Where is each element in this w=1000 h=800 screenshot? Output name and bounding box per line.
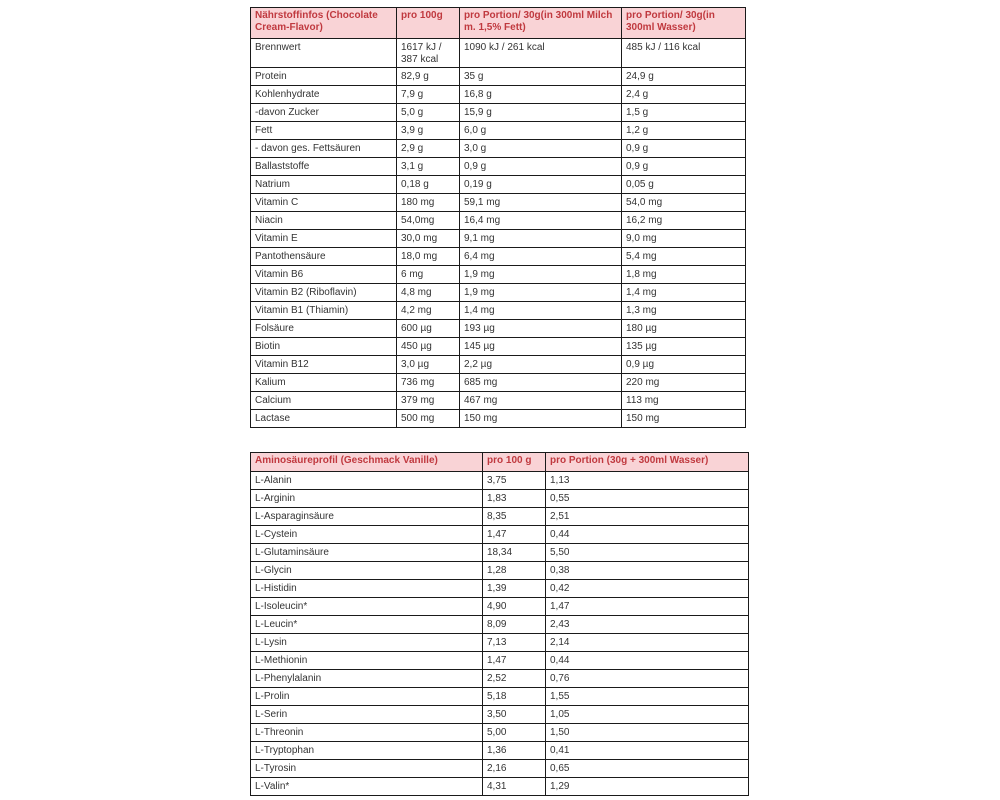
amino-row-cell: L-Valin* — [251, 778, 483, 796]
amino-row — [251, 508, 749, 526]
nutrition-row-cell: Natrium — [251, 176, 397, 194]
amino-row — [251, 688, 749, 706]
nutrition-row-cell: 54,0mg — [397, 212, 460, 230]
amino-row-cell: 2,52 — [483, 670, 546, 688]
nutrition-row — [251, 122, 746, 140]
nutrition-row-cell: 0,9 µg — [622, 356, 746, 374]
amino-row-cell: L-Leucin* — [251, 616, 483, 634]
nutrition-row-cell: 6,4 mg — [460, 248, 622, 266]
nutrition-row-cell: 1,3 mg — [622, 302, 746, 320]
nutrition-row — [251, 158, 746, 176]
amino-row — [251, 598, 749, 616]
amino-row-cell: 3,75 — [483, 472, 546, 490]
nutrition-row-cell: 379 mg — [397, 392, 460, 410]
amino-row-cell: L-Cystein — [251, 526, 483, 544]
nutrition-row-cell: 0,9 g — [460, 158, 622, 176]
nutrition-row-cell: 3,9 g — [397, 122, 460, 140]
nutrition-row-cell: Vitamin E — [251, 230, 397, 248]
nutrition-row-cell: 1090 kJ / 261 kcal — [460, 39, 622, 68]
amino-row-cell: 1,47 — [483, 652, 546, 670]
amino-row-cell: L-Phenylalanin — [251, 670, 483, 688]
nutrition-row — [251, 302, 746, 320]
nutrition-row-cell: 113 mg — [622, 392, 746, 410]
amino-row-cell: L-Tyrosin — [251, 760, 483, 778]
nutrition-row-cell: 6 mg — [397, 266, 460, 284]
amino-row-cell: 0,41 — [546, 742, 749, 760]
nutrition-row — [251, 194, 746, 212]
nutrition-row-cell: 9,0 mg — [622, 230, 746, 248]
nutrition-row-cell: -davon Zucker — [251, 104, 397, 122]
nutrition-header-per-100g: pro 100g — [397, 8, 460, 39]
amino-row-cell: 8,09 — [483, 616, 546, 634]
amino-row-cell: 0,44 — [546, 526, 749, 544]
nutrition-table-body — [251, 39, 746, 428]
amino-row-cell: 18,34 — [483, 544, 546, 562]
nutrition-row-cell: 135 µg — [622, 338, 746, 356]
amino-row-cell: 2,51 — [546, 508, 749, 526]
amino-row-cell: 1,50 — [546, 724, 749, 742]
amino-row-cell: L-Tryptophan — [251, 742, 483, 760]
amino-row-cell: 1,05 — [546, 706, 749, 724]
amino-row-cell: 7,13 — [483, 634, 546, 652]
nutrition-row-cell: 1617 kJ / 387 kcal — [397, 39, 460, 68]
amino-row-cell: 1,83 — [483, 490, 546, 508]
nutrition-row-cell: Calcium — [251, 392, 397, 410]
amino-row — [251, 580, 749, 598]
amino-row-cell: L-Isoleucin* — [251, 598, 483, 616]
amino-row-cell: L-Arginin — [251, 490, 483, 508]
amino-row — [251, 724, 749, 742]
nutrition-row-cell: 2,4 g — [622, 86, 746, 104]
nutrition-row-cell: 9,1 mg — [460, 230, 622, 248]
amino-row-cell: L-Asparaginsäure — [251, 508, 483, 526]
amino-row — [251, 616, 749, 634]
nutrition-row-cell: 1,9 mg — [460, 284, 622, 302]
nutrition-row — [251, 410, 746, 428]
amino-row-cell: 5,18 — [483, 688, 546, 706]
nutrition-row-cell: Fett — [251, 122, 397, 140]
amino-row-cell: 0,65 — [546, 760, 749, 778]
nutrition-row — [251, 284, 746, 302]
nutrition-row-cell: 30,0 mg — [397, 230, 460, 248]
nutrition-row — [251, 374, 746, 392]
nutrition-row — [251, 230, 746, 248]
nutrition-row-cell: 2,2 µg — [460, 356, 622, 374]
amino-row-cell: 1,47 — [546, 598, 749, 616]
nutrition-row-cell: 35 g — [460, 68, 622, 86]
nutrition-row-cell: 220 mg — [622, 374, 746, 392]
amino-row-cell: L-Serin — [251, 706, 483, 724]
nutrition-row-cell: 1,9 mg — [460, 266, 622, 284]
nutrition-table — [250, 7, 746, 428]
nutrition-row — [251, 68, 746, 86]
amino-row-cell: L-Alanin — [251, 472, 483, 490]
nutrition-row-cell: 16,4 mg — [460, 212, 622, 230]
nutrition-row-cell: 3,0 µg — [397, 356, 460, 374]
amino-table-body — [251, 472, 749, 796]
nutrition-row-cell: 7,9 g — [397, 86, 460, 104]
nutrition-row — [251, 104, 746, 122]
nutrition-row-cell: 82,9 g — [397, 68, 460, 86]
nutrition-header-nutrient: Nährstoffinfos (Chocolate Cream-Flavor) — [251, 8, 397, 39]
nutrition-row-cell: Vitamin B6 — [251, 266, 397, 284]
amino-row-cell: 8,35 — [483, 508, 546, 526]
amino-row-cell: L-Threonin — [251, 724, 483, 742]
nutrition-row-cell: 5,4 mg — [622, 248, 746, 266]
amino-row-cell: 1,36 — [483, 742, 546, 760]
nutrition-row-cell: 0,19 g — [460, 176, 622, 194]
nutrition-row-cell: Kalium — [251, 374, 397, 392]
nutrition-row-cell: 24,9 g — [622, 68, 746, 86]
amino-row-cell: L-Glutaminsäure — [251, 544, 483, 562]
nutrition-row-cell: 600 µg — [397, 320, 460, 338]
nutrition-row-cell: 16,2 mg — [622, 212, 746, 230]
nutrition-row-cell: 1,2 g — [622, 122, 746, 140]
amino-row — [251, 634, 749, 652]
nutrition-row — [251, 392, 746, 410]
amino-row — [251, 562, 749, 580]
nutrition-row-cell: 0,18 g — [397, 176, 460, 194]
amino-row-cell: 1,39 — [483, 580, 546, 598]
amino-row-cell: 5,50 — [546, 544, 749, 562]
nutrition-row-cell: 6,0 g — [460, 122, 622, 140]
amino-row-cell: L-Methionin — [251, 652, 483, 670]
nutrition-row — [251, 212, 746, 230]
nutrition-row-cell: 450 µg — [397, 338, 460, 356]
nutrition-row-cell: 3,0 g — [460, 140, 622, 158]
nutrition-row-cell: 1,4 mg — [460, 302, 622, 320]
nutrition-row-cell: Vitamin B1 (Thiamin) — [251, 302, 397, 320]
amino-row-cell: 1,13 — [546, 472, 749, 490]
nutrition-header-per-portion-milk: pro Portion/ 30g(in 300ml Milch m. 1,5% Fett) — [460, 8, 622, 39]
nutrition-row-cell: Lactase — [251, 410, 397, 428]
amino-row-cell: 0,38 — [546, 562, 749, 580]
nutrition-row — [251, 356, 746, 374]
amino-row-cell: 3,50 — [483, 706, 546, 724]
nutrition-row-cell: Vitamin B12 — [251, 356, 397, 374]
amino-row-cell: 2,14 — [546, 634, 749, 652]
amino-header-name: Aminosäureprofil (Geschmack Vanille) — [251, 453, 483, 472]
nutrition-row-cell: 685 mg — [460, 374, 622, 392]
nutrition-row-cell: 3,1 g — [397, 158, 460, 176]
nutrition-row-cell: 193 µg — [460, 320, 622, 338]
nutrition-row-cell: Folsäure — [251, 320, 397, 338]
nutrition-row — [251, 320, 746, 338]
nutrition-row-cell: Kohlenhydrate — [251, 86, 397, 104]
nutrition-row-cell: 500 mg — [397, 410, 460, 428]
amino-row — [251, 472, 749, 490]
amino-row — [251, 670, 749, 688]
nutrition-row — [251, 140, 746, 158]
nutrition-row-cell: 4,8 mg — [397, 284, 460, 302]
nutrition-row-cell: Niacin — [251, 212, 397, 230]
amino-row — [251, 760, 749, 778]
nutrition-header-per-portion-water: pro Portion/ 30g(in 300ml Wasser) — [622, 8, 746, 39]
amino-row — [251, 490, 749, 508]
nutrition-row-cell: 5,0 g — [397, 104, 460, 122]
amino-row-cell: 0,44 — [546, 652, 749, 670]
amino-row-cell: 2,43 — [546, 616, 749, 634]
amino-row-cell: 0,42 — [546, 580, 749, 598]
nutrition-row-cell: 16,8 g — [460, 86, 622, 104]
amino-row — [251, 742, 749, 760]
nutrition-row-cell: Vitamin B2 (Riboflavin) — [251, 284, 397, 302]
nutrition-row-cell: 15,9 g — [460, 104, 622, 122]
amino-acid-table — [250, 452, 749, 796]
amino-row-cell: 0,55 — [546, 490, 749, 508]
nutrition-row — [251, 266, 746, 284]
nutrition-row-cell: 485 kJ / 116 kcal — [622, 39, 746, 68]
amino-row-cell: 5,00 — [483, 724, 546, 742]
nutrition-row-cell: 0,9 g — [622, 158, 746, 176]
amino-row-cell: 1,29 — [546, 778, 749, 796]
amino-row — [251, 544, 749, 562]
nutrition-row-cell: 0,9 g — [622, 140, 746, 158]
nutrition-row-cell: Protein — [251, 68, 397, 86]
nutrition-row — [251, 176, 746, 194]
nutrition-row-cell: Brennwert — [251, 39, 397, 68]
nutrition-row-cell: 180 µg — [622, 320, 746, 338]
nutrition-row-cell: 54,0 mg — [622, 194, 746, 212]
nutrition-row-cell: Pantothensäure — [251, 248, 397, 266]
amino-row-cell: 4,90 — [483, 598, 546, 616]
amino-row-cell: L-Prolin — [251, 688, 483, 706]
nutrition-row — [251, 86, 746, 104]
nutrition-row-cell: 1,5 g — [622, 104, 746, 122]
nutrition-row-cell: Biotin — [251, 338, 397, 356]
amino-header-row — [251, 453, 749, 472]
nutrition-row-cell: 59,1 mg — [460, 194, 622, 212]
amino-row — [251, 652, 749, 670]
nutrition-row-cell: Vitamin C — [251, 194, 397, 212]
nutrition-row-cell: 180 mg — [397, 194, 460, 212]
nutrition-row — [251, 338, 746, 356]
amino-row — [251, 526, 749, 544]
nutrition-row-cell: 467 mg — [460, 392, 622, 410]
amino-row-cell: 1,28 — [483, 562, 546, 580]
nutrition-row-cell: 150 mg — [622, 410, 746, 428]
amino-row-cell: 2,16 — [483, 760, 546, 778]
nutrition-row-cell: 18,0 mg — [397, 248, 460, 266]
amino-row-cell: L-Histidin — [251, 580, 483, 598]
amino-row-cell: 4,31 — [483, 778, 546, 796]
amino-row-cell: L-Lysin — [251, 634, 483, 652]
nutrition-row-cell: 1,8 mg — [622, 266, 746, 284]
amino-row — [251, 778, 749, 796]
nutrition-row-cell: 736 mg — [397, 374, 460, 392]
amino-header-per-portion: pro Portion (30g + 300ml Wasser) — [546, 453, 749, 472]
nutrition-row — [251, 248, 746, 266]
amino-row-cell: 1,55 — [546, 688, 749, 706]
nutrition-row-cell: 1,4 mg — [622, 284, 746, 302]
nutrition-row-cell: 2,9 g — [397, 140, 460, 158]
nutrition-row-cell: 150 mg — [460, 410, 622, 428]
amino-row-cell: 1,47 — [483, 526, 546, 544]
nutrition-header-row — [251, 8, 746, 39]
nutrition-row-cell: - davon ges. Fettsäuren — [251, 140, 397, 158]
nutrition-row — [251, 39, 746, 68]
nutrition-row-cell: 0,05 g — [622, 176, 746, 194]
amino-row-cell: L-Glycin — [251, 562, 483, 580]
amino-row — [251, 706, 749, 724]
nutrition-row-cell: 145 µg — [460, 338, 622, 356]
nutrition-row-cell: Ballaststoffe — [251, 158, 397, 176]
amino-header-per-100g: pro 100 g — [483, 453, 546, 472]
amino-row-cell: 0,76 — [546, 670, 749, 688]
nutrition-row-cell: 4,2 mg — [397, 302, 460, 320]
